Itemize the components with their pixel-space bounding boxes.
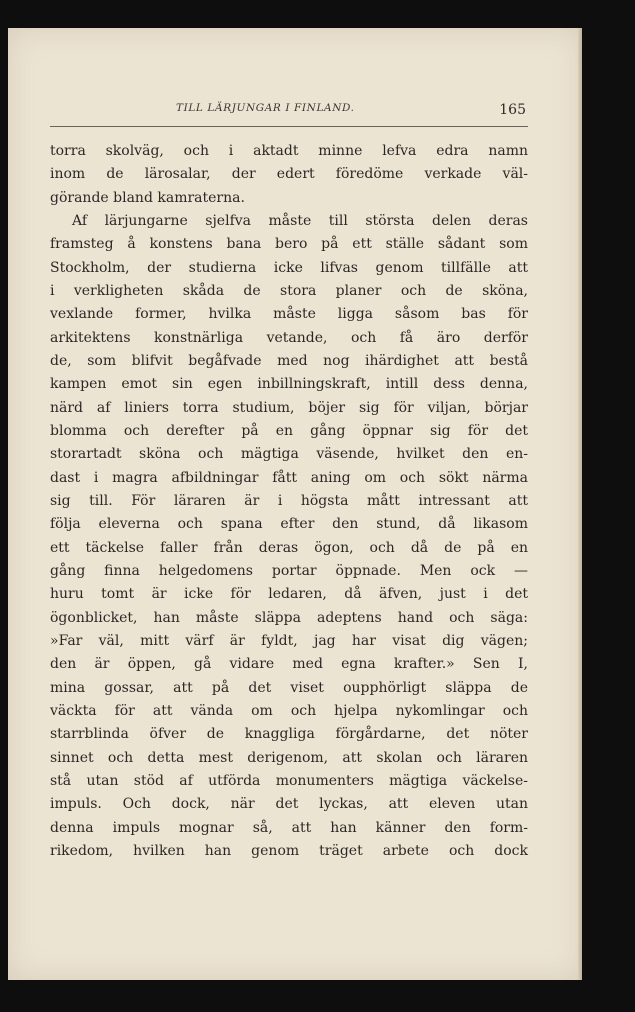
text-line: torra skolväg, och i aktadt minne lefva edra namn (50, 143, 528, 159)
text-line: Af lärjungarne sjelfva måste till största delen deras (72, 212, 528, 229)
text-line: följa eleverna och spana efter den stund, då likasom (50, 516, 528, 533)
text-line: görande bland kamraterna. (50, 189, 245, 206)
text-line: denna impuls mognar så, att han känner den form- (50, 819, 528, 836)
text-line: ett täckelse faller från deras ögon, och då de på en (50, 539, 528, 556)
text-line: framsteg å konstens bana bero på ett ställe sådant som (50, 236, 528, 253)
text-line: starrblinda öfver de knaggliga förgårdarne, det nöter (50, 726, 528, 743)
page-number: 165 (499, 102, 526, 118)
text-line: stå utan stöd af utförda monumenters mägtiga väckelse- (50, 772, 528, 789)
text-line: blomma och derefter på en gång öppnar sig för det (50, 422, 528, 439)
text-line: huru tomt är icke för ledaren, då äfven, just i det (50, 586, 528, 603)
text-line: den är öppen, gå vidare med egna krafter.» Sen I, (50, 656, 528, 673)
text-line: närd af liniers torra studium, böjer sig för viljan, börjar (50, 399, 528, 416)
body-text (50, 140, 528, 863)
text-line: i verkligheten skåda de stora planer och de sköna, (50, 282, 528, 299)
text-line: rikedom, hvilken han genom träget arbete och dock (50, 842, 528, 859)
text-line: gång finna helgedomens portar öppnade. Men ock — (50, 562, 528, 579)
text-line: mina gossar, att på det viset oupphörligt släppa de (50, 679, 528, 696)
page-edge (578, 28, 582, 980)
text-line: kampen emot sin egen inbillningskraft, intill dess denna, (50, 376, 528, 393)
text-line: ögonblicket, han måste släppa adeptens hand och säga: (50, 609, 528, 626)
text-line: dast i magra afbildningar fått aning om och sökt närma (50, 469, 528, 486)
text-line: impuls. Och dock, när det lyckas, att eleven utan (50, 796, 528, 813)
text-line: storartadt sköna och mägtiga väsende, hvilket den en- (50, 446, 528, 463)
text-line: Stockholm, der studierna icke lifvas genom tillfälle att (50, 259, 528, 276)
text-line: väckta för att vända om och hjelpa nykomlingar och (50, 702, 528, 719)
text-line: arkitektens konstnärliga vetande, och få äro derför (50, 329, 528, 346)
page-header (50, 100, 528, 127)
paragraph (50, 210, 528, 863)
paragraph (50, 140, 528, 210)
running-head: TILL LÄRJUNGAR I FINLAND. (176, 102, 355, 114)
text-line: inom de lärosalar, der edert föredöme verkade väl- (50, 166, 528, 183)
book-page (8, 28, 582, 980)
text-line: sig till. För läraren är i högsta mått intressant att (50, 492, 528, 509)
text-line: vexlande former, hvilka måste ligga såsom bas för (50, 306, 528, 323)
text-line: »Far väl, mitt värf är fyldt, jag har visat dig vägen; (50, 632, 528, 649)
text-line: sinnet och detta mest derigenom, att skolan och läraren (50, 749, 528, 766)
text-line: de, som blifvit begåfvade med nog ihärdighet att bestå (50, 352, 528, 369)
